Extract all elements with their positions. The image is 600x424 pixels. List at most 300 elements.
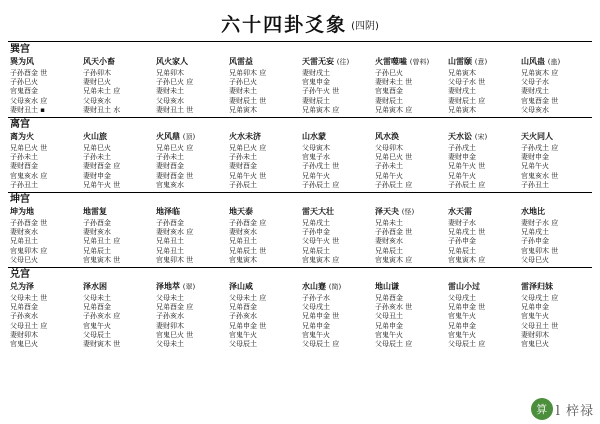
line-item: 子孙亥水 世 xyxy=(375,303,413,312)
section-divider xyxy=(8,117,592,118)
line-item: 子孙酉金 世 xyxy=(10,219,48,228)
hexagram-label: 水天需 xyxy=(448,207,472,217)
line-item: 父母辰土 应 xyxy=(375,340,413,349)
line-item: 官鬼寅木 应 xyxy=(375,255,413,264)
line-list xyxy=(375,144,446,190)
hexagram-label: 水山蹇 xyxy=(302,282,326,292)
line-item: 兄弟巳火 世 xyxy=(10,144,48,153)
line-item: 兄弟寅木 xyxy=(448,69,476,77)
hexagram-label: 天火同人 xyxy=(521,132,553,142)
hexagram-column xyxy=(519,56,592,115)
line-item: 兄弟戌土 xyxy=(302,219,330,228)
section-title: 离宫 xyxy=(10,119,30,131)
hexagram-column xyxy=(446,281,519,349)
line-item: 父母子水 xyxy=(521,78,549,87)
hexagram-name xyxy=(302,131,373,143)
line-item: 父母卯木 xyxy=(375,144,403,153)
hexagram-column xyxy=(373,131,446,190)
line-item: 父母未土 xyxy=(156,294,184,303)
hexagram-label: 火风鼎 xyxy=(156,132,180,142)
section-divider xyxy=(8,192,592,193)
hexagram-label: 天水讼 xyxy=(448,132,472,142)
line-item: 兄弟申金 xyxy=(375,321,403,330)
line-item: 兄弟辰土 xyxy=(448,246,476,255)
section-dui xyxy=(8,269,592,349)
hexagram-grid xyxy=(8,56,592,115)
hexagram-label: 火山旅 xyxy=(83,132,107,142)
line-list xyxy=(156,219,227,265)
line-item: 妻财辰土 应 xyxy=(448,96,486,105)
section-divider xyxy=(8,267,592,268)
line-item: 兄弟寅木 xyxy=(448,105,476,114)
line-item: 子孙未土 xyxy=(83,153,111,162)
line-item: 子孙亥水 xyxy=(156,312,184,321)
line-item: 妻财酉金 xyxy=(10,162,38,171)
line-list xyxy=(10,144,81,190)
line-item: 子孙戌土 世 xyxy=(302,162,340,171)
line-item: 兄弟午火 世 xyxy=(448,162,486,171)
hexagram-column xyxy=(227,281,300,349)
hexagram-name xyxy=(521,56,592,68)
watermark-text: l 梓禄 xyxy=(555,403,594,419)
line-item: 子孙亥水 应 xyxy=(83,312,121,321)
line-list xyxy=(375,219,446,265)
line-item: 子孙丑土 xyxy=(521,180,549,189)
hexagram-name xyxy=(375,131,446,143)
line-item: 兄弟申金 xyxy=(302,321,330,330)
hexagram-label: 地天泰 xyxy=(229,207,253,217)
line-list xyxy=(156,69,227,115)
hexagram-grid xyxy=(8,281,592,349)
line-item: 兄弟午火 世 xyxy=(83,180,121,189)
line-item: 兄弟酉金 xyxy=(229,303,257,312)
line-item: 官鬼午火 xyxy=(448,330,476,339)
line-list xyxy=(156,144,227,190)
hexagram-grid xyxy=(8,206,592,265)
line-item: 子孙巳火 xyxy=(10,78,38,87)
hexagram-name xyxy=(448,281,519,293)
hexagram-column xyxy=(300,131,373,190)
line-item: 官鬼卯木 世 xyxy=(521,246,559,255)
hexagram-name xyxy=(375,56,446,68)
line-item: 兄弟卯木 xyxy=(156,69,184,77)
line-item: 子孙申金 xyxy=(521,237,549,246)
page-title xyxy=(8,6,592,39)
line-item: 父母辰土 xyxy=(229,340,257,349)
hexagram-label: 雷泽归妹 xyxy=(521,282,553,292)
hexagram-name xyxy=(156,281,227,293)
section-kun xyxy=(8,194,592,265)
hexagram-column xyxy=(81,131,154,190)
hexagram-tag: (往) xyxy=(336,58,350,66)
line-item: 妻财亥水 xyxy=(10,228,38,237)
line-item: 兄弟巳火 世 xyxy=(375,153,413,162)
line-item: 官鬼亥水 应 xyxy=(10,171,48,180)
line-item: 妻财申金 xyxy=(521,153,549,162)
line-item: 兄弟申金 世 xyxy=(229,321,267,330)
hexagram-column xyxy=(519,131,592,190)
line-list xyxy=(521,144,592,190)
line-item: 官鬼午火 xyxy=(229,330,257,339)
line-item: 官鬼酉金 世 xyxy=(521,96,559,105)
line-item: 子孙酉金 xyxy=(83,219,111,228)
line-list xyxy=(521,69,592,115)
line-item: 父母丑土 xyxy=(375,312,403,321)
line-item: 妻财丑土 ▪ xyxy=(10,105,45,114)
hexagram-name xyxy=(448,131,519,143)
section-xun xyxy=(8,44,592,115)
line-item: 妻财丑土 世 xyxy=(156,105,194,114)
line-item: 父母寅木 xyxy=(302,144,330,153)
line-item: 子孙亥水 xyxy=(10,312,38,321)
line-item: 子孙辰土 xyxy=(229,180,257,189)
line-item: 兄弟申金 xyxy=(521,303,549,312)
line-list xyxy=(229,144,300,190)
line-item: 官鬼亥水 xyxy=(156,180,184,189)
hexagram-tag: (顶) xyxy=(182,133,196,142)
line-item: 官鬼酉金 xyxy=(375,87,403,96)
line-item: 兄弟午火 xyxy=(448,171,476,180)
line-item: 妻财卯木 xyxy=(521,330,549,339)
hexagram-column xyxy=(373,56,446,115)
hexagram-column xyxy=(446,206,519,265)
line-item: 父母未土 应 xyxy=(229,294,267,303)
watermark-logo-icon: 算 xyxy=(531,398,553,420)
hexagram-label: 地山谦 xyxy=(375,282,399,292)
line-list xyxy=(302,144,373,190)
hexagram-column xyxy=(154,281,227,349)
line-item: 兄弟巳火 应 xyxy=(156,144,194,153)
line-item: 妻财申金 xyxy=(448,153,476,162)
hexagram-name xyxy=(229,131,300,143)
hexagram-label: 泽地萃 xyxy=(156,282,180,292)
hexagram-name xyxy=(156,206,227,218)
line-list xyxy=(10,219,81,265)
line-item: 子孙午火 世 xyxy=(302,87,340,96)
line-item: 子孙申金 xyxy=(448,237,476,246)
hexagram-tag: (翠) xyxy=(182,283,196,292)
hexagram-label: 坤为地 xyxy=(10,207,34,217)
line-item: 兄弟辰土 xyxy=(302,246,330,255)
hexagram-column xyxy=(446,56,519,115)
line-item: 父母辰土 应 xyxy=(448,340,486,349)
line-item: 妻财申金 xyxy=(83,171,111,180)
line-item: 兄弟申金 世 xyxy=(302,312,340,321)
line-item: 妻财寅木 世 xyxy=(83,340,121,349)
hexagram-column xyxy=(227,131,300,190)
line-item: 妻财酉金 xyxy=(156,162,184,171)
line-item: 兄弟辰土 xyxy=(375,246,403,255)
line-item: 兄弟丑土 xyxy=(156,237,184,246)
line-item: 兄弟午火 xyxy=(521,162,549,171)
hexagram-name xyxy=(10,206,81,218)
line-item: 兄弟巳火 应 xyxy=(229,144,267,153)
line-list xyxy=(83,294,154,349)
hexagram-column xyxy=(373,281,446,349)
hexagram-tag: (蛊) xyxy=(547,58,561,66)
line-item: 兄弟酉金 xyxy=(375,294,403,303)
hexagram-name xyxy=(10,131,81,143)
line-list xyxy=(302,219,373,265)
line-item: 兄弟戌土 世 xyxy=(448,228,486,237)
line-item: 官鬼亥水 世 xyxy=(521,171,559,180)
line-item: 兄弟寅木 应 xyxy=(375,105,413,114)
hexagram-label: 火水未济 xyxy=(229,132,261,142)
line-item: 兄弟戌土 xyxy=(521,228,549,237)
line-item: 兄弟丑土 xyxy=(156,246,184,255)
line-list xyxy=(302,294,373,349)
line-item: 父母未土 世 xyxy=(10,294,48,303)
line-item: 兄弟酉金 xyxy=(10,303,38,312)
line-item: 官鬼巳火 xyxy=(10,340,38,349)
line-item: 妻财巳火 xyxy=(83,78,111,87)
hexagram-label: 山风蛊 xyxy=(521,57,545,66)
hexagram-column xyxy=(373,206,446,265)
hexagram-column xyxy=(446,131,519,190)
line-item: 官鬼酉金 xyxy=(10,87,38,96)
hexagram-name xyxy=(83,131,154,143)
hexagram-name xyxy=(156,131,227,143)
line-item: 官鬼子水 xyxy=(302,153,330,162)
line-item: 子孙巳火 应 xyxy=(156,78,194,87)
line-item: 官鬼申金 xyxy=(302,78,330,87)
line-item: 妻财子水 xyxy=(448,219,476,228)
hexagram-column xyxy=(81,56,154,115)
hexagram-label: 泽山咸 xyxy=(229,282,253,292)
line-item: 父母辰土 应 xyxy=(302,340,340,349)
line-item: 官鬼午火 xyxy=(448,312,476,321)
line-item: 兄弟丑土 xyxy=(10,237,38,246)
watermark xyxy=(531,398,594,420)
hexagram-column xyxy=(300,206,373,265)
line-item: 妻财戌土 xyxy=(302,69,330,77)
hexagram-label: 雷天大壮 xyxy=(302,207,334,217)
line-item: 妻财辰土 世 xyxy=(229,96,267,105)
hexagram-column xyxy=(300,56,373,115)
line-item: 子孙戌土 应 xyxy=(521,144,559,153)
hexagram-tag: (简) xyxy=(328,283,342,292)
line-item: 官鬼卯木 应 xyxy=(10,246,48,255)
hexagram-column xyxy=(81,281,154,349)
hexagram-label: 火雷噬嗑 xyxy=(375,57,407,66)
line-item: 父母午火 世 xyxy=(302,237,340,246)
line-item: 父母亥水 xyxy=(83,96,111,105)
hexagram-column xyxy=(8,206,81,265)
hexagram-label: 山水蒙 xyxy=(302,132,326,142)
line-item: 父母戌土 应 xyxy=(521,294,559,303)
hexagram-name xyxy=(302,56,373,68)
hexagram-name xyxy=(229,56,300,68)
line-item: 妻财未土 xyxy=(156,87,184,96)
line-item: 父母亥水 应 xyxy=(10,96,48,105)
line-item: 子孙未土 xyxy=(229,153,257,162)
line-item: 妻财酉金 应 xyxy=(83,162,121,171)
line-item: 子孙辰土 应 xyxy=(375,180,413,189)
line-item: 父母丑土 应 xyxy=(10,321,48,330)
line-item: 子孙丑土 xyxy=(10,180,38,189)
line-item: 兄弟寅木 应 xyxy=(521,69,559,77)
line-item: 妻财亥水 xyxy=(229,228,257,237)
line-item: 兄弟申金 世 xyxy=(448,303,486,312)
line-item: 官鬼寅木 应 xyxy=(448,255,486,264)
line-item: 妻财戌土 xyxy=(521,87,549,96)
line-item: 子孙酉金 应 xyxy=(229,219,267,228)
hexagram-name xyxy=(375,281,446,293)
line-item: 官鬼寅木 xyxy=(229,255,257,264)
line-list xyxy=(229,294,300,349)
hexagram-column xyxy=(154,131,227,190)
hexagram-name xyxy=(302,206,373,218)
line-list xyxy=(302,69,373,115)
line-item: 妻财子水 应 xyxy=(521,219,559,228)
line-item: 官鬼寅木 应 xyxy=(302,255,340,264)
line-item: 妻财亥水 xyxy=(83,228,111,237)
hexagram-label: 兑为泽 xyxy=(10,282,34,292)
hexagram-tag: (曾料) xyxy=(409,58,430,66)
line-item: 兄弟午火 世 xyxy=(229,171,267,180)
line-item: 父母巳火 xyxy=(10,255,38,264)
line-list xyxy=(83,69,154,115)
line-item: 兄弟丑土 xyxy=(229,237,257,246)
hexagram-label: 天雷无妄 xyxy=(302,57,334,66)
line-item: 父母辰土 xyxy=(83,330,111,339)
hexagram-label: 风火家人 xyxy=(156,57,188,66)
line-list xyxy=(448,219,519,265)
hexagram-tag: (怪) xyxy=(401,208,415,217)
line-item: 官鬼巳火 世 xyxy=(156,330,194,339)
hexagram-label: 山雷颐 xyxy=(448,57,472,66)
line-item: 官鬼午火 xyxy=(302,330,330,339)
line-list xyxy=(448,294,519,349)
line-item: 兄弟巳火 xyxy=(83,144,111,153)
hexagram-name xyxy=(83,281,154,293)
hexagram-label: 雷山小过 xyxy=(448,282,480,292)
title-text: 六十四卦爻象 xyxy=(221,14,348,36)
line-item: 妻财酉金 世 xyxy=(156,171,194,180)
hexagram-name xyxy=(229,281,300,293)
line-list xyxy=(10,294,81,349)
title-subtitle: (四阴) xyxy=(351,21,379,32)
line-item: 父母亥水 xyxy=(521,105,549,114)
line-item: 兄弟辰土 世 xyxy=(229,246,267,255)
line-item: 妻财亥水 应 xyxy=(156,228,194,237)
hexagram-column xyxy=(519,206,592,265)
line-item: 父母未土 xyxy=(83,294,111,303)
line-item: 兄弟酉金 xyxy=(83,303,111,312)
line-item: 妻财未土 xyxy=(229,87,257,96)
hexagram-column xyxy=(519,281,592,349)
hexagram-column xyxy=(300,281,373,349)
line-list xyxy=(521,219,592,265)
hexagram-label: 水地比 xyxy=(521,207,545,217)
line-item: 兄弟寅木 应 xyxy=(302,105,340,114)
line-item: 兄弟未土 应 xyxy=(83,87,121,96)
hexagram-tag: (宋) xyxy=(474,133,488,142)
hexagram-label: 泽水困 xyxy=(83,282,107,292)
hexagram-name xyxy=(156,56,227,68)
hexagram-column xyxy=(8,281,81,349)
hexagram-name xyxy=(521,281,592,293)
line-list xyxy=(83,219,154,265)
line-item: 子孙巳火 xyxy=(229,78,257,87)
line-item: 子孙未土 xyxy=(375,162,403,171)
line-list xyxy=(448,144,519,190)
hexagram-column xyxy=(227,56,300,115)
hexagram-column xyxy=(227,206,300,265)
section-li xyxy=(8,119,592,190)
line-item: 父母子水 世 xyxy=(448,78,486,87)
line-list xyxy=(448,69,519,115)
line-item: 妻财亥水 xyxy=(375,237,403,246)
hexagram-label: 风雷益 xyxy=(229,57,253,66)
hexagram-tag: (意) xyxy=(474,58,488,66)
hexagram-name xyxy=(83,206,154,218)
line-item: 子孙申金 xyxy=(302,228,330,237)
line-item: 妻财未土 世 xyxy=(375,78,413,87)
line-item: 父母未土 xyxy=(156,340,184,349)
hexagram-label: 地雷复 xyxy=(83,207,107,217)
line-list xyxy=(83,144,154,190)
line-item: 子孙卯木 xyxy=(83,69,111,77)
hexagram-grid xyxy=(8,131,592,190)
hexagram-column xyxy=(154,56,227,115)
line-item: 子孙戌土 xyxy=(448,144,476,153)
hexagram-column xyxy=(154,206,227,265)
section-title: 兑宫 xyxy=(10,269,30,281)
hexagram-name xyxy=(10,56,81,68)
hexagram-name xyxy=(302,281,373,293)
hexagram-column xyxy=(8,131,81,190)
line-item: 子孙巳火 xyxy=(375,69,403,77)
hexagram-name xyxy=(10,281,81,293)
line-item: 兄弟丑土 应 xyxy=(83,237,121,246)
line-item: 妻财卯木 xyxy=(10,330,38,339)
line-item: 子孙子水 xyxy=(302,294,330,303)
hexagram-name xyxy=(521,131,592,143)
line-item: 妻财辰土 xyxy=(302,96,330,105)
section-title: 巽宫 xyxy=(10,44,30,55)
line-item: 兄弟午火 xyxy=(302,171,330,180)
line-item: 父母巳火 xyxy=(521,255,549,264)
hexagram-name xyxy=(448,56,519,68)
hexagram-name xyxy=(83,56,154,68)
line-item: 子孙酉金 世 xyxy=(10,69,48,77)
section-title: 坤宫 xyxy=(10,194,30,206)
line-item: 兄弟午火 xyxy=(375,171,403,180)
line-list xyxy=(229,219,300,265)
line-list xyxy=(10,69,81,115)
line-item: 官鬼午火 xyxy=(375,330,403,339)
hexagram-column xyxy=(8,56,81,115)
line-item: 兄弟寅木 xyxy=(229,105,257,114)
line-item: 官鬼午火 xyxy=(521,312,549,321)
line-item: 父母戌土 xyxy=(448,294,476,303)
line-item: 妻财丑土 水 xyxy=(83,105,121,114)
line-item: 父母丑土 世 xyxy=(521,321,559,330)
line-item: 官鬼巳火 xyxy=(521,340,549,349)
hexagram-label: 风天小畜 xyxy=(83,57,115,66)
hexagram-label: 地泽临 xyxy=(156,207,180,217)
line-item: 妻财酉金 xyxy=(229,162,257,171)
line-item: 官鬼寅木 世 xyxy=(83,255,121,264)
line-item: 妻财辰土 xyxy=(375,96,403,105)
hexagram-name xyxy=(448,206,519,218)
line-list xyxy=(229,69,300,115)
line-item: 父母戌土 xyxy=(302,303,330,312)
hexagram-name xyxy=(521,206,592,218)
line-item: 父母亥水 xyxy=(156,96,184,105)
title-divider xyxy=(8,41,592,42)
